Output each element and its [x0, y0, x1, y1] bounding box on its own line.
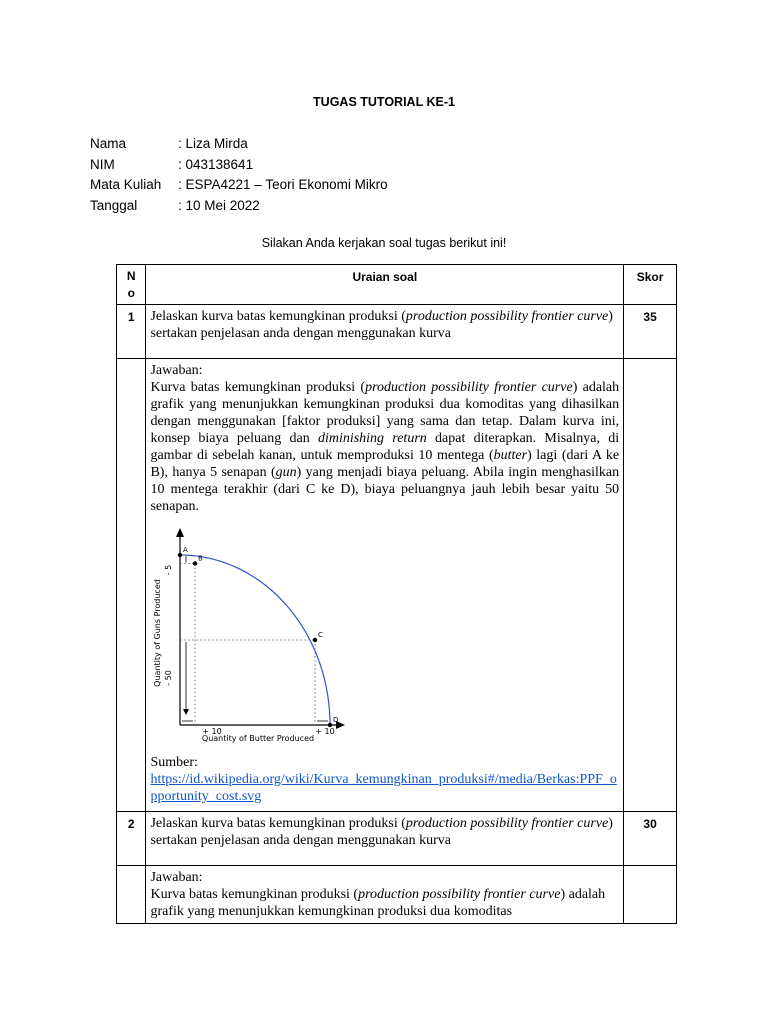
ppf-chart	[150, 525, 350, 745]
question-text-a: Jelaskan kurva batas kemungkinan produksi (	[150, 816, 406, 831]
answer-text: dapat diterapkan. Misalnya, di gambar di sebelah kanan, untuk memproduksi 10 mentega (	[150, 431, 620, 463]
identity-label: NIM	[90, 156, 115, 172]
identity-row-nama	[90, 134, 388, 155]
answer-number-cell	[117, 359, 146, 812]
identity-value: : ESPA4221 – Teori Ekonomi Mikro	[178, 177, 388, 192]
point-label-b: B	[198, 554, 204, 563]
header-no	[117, 265, 146, 305]
identity-block	[90, 134, 388, 216]
identity-value: : Liza Mirda	[178, 136, 248, 151]
question-text-a: Jelaskan kurva batas kemungkinan produksi (	[150, 309, 406, 324]
point-label-d: D	[333, 716, 339, 724]
header-no-line2: o	[127, 286, 135, 300]
source-link[interactable]: https://id.wikipedia.org/wiki/Kurva_kemungkinan_produksi#/media/Berkas:PPF_opportunity_cost.svg	[150, 772, 617, 804]
identity-row-nim	[90, 155, 388, 176]
answer-text: ) adalah grafik yang menunjukkan kemungkinan produksi dua komoditas yang dihasilkan dengan menggunakan [faktor produksi] yang sama dan tetap. Dalam kurva ini, konsep biaya peluang dan	[150, 380, 620, 446]
answer-italic: diminishing return	[317, 431, 427, 446]
question-row-1	[117, 305, 677, 359]
header-no-line1: N	[126, 269, 136, 283]
point-b	[193, 561, 197, 565]
chart-layer	[178, 546, 339, 727]
table-header-row	[117, 265, 677, 305]
answer-score-cell	[624, 359, 677, 812]
point-c	[313, 638, 317, 642]
header-skor: Skor	[624, 265, 677, 305]
answer-score-cell	[624, 866, 677, 924]
answer-text: ) lagi (dari A ke B), hanya 5 senapan (	[150, 448, 620, 480]
y-annotation-top: - 5	[164, 564, 174, 576]
question-score: 30	[624, 812, 677, 866]
answer-text: ) adalah grafik yang menunjukkan kemungkinan produksi dua komoditas	[150, 887, 606, 919]
answer-row-1	[117, 359, 677, 812]
source-label: Sumber:	[150, 755, 198, 770]
answer-italic: butter	[493, 448, 528, 463]
y-axis-arrow-icon	[176, 528, 184, 537]
ppf-figure	[150, 525, 619, 750]
guns-change-arrow-icon	[183, 709, 189, 715]
identity-value: : 10 Mei 2022	[178, 197, 260, 213]
question-row-2	[117, 812, 677, 866]
document-title: TUGAS TUTORIAL KE-1	[313, 95, 455, 109]
answer-cell	[146, 866, 624, 924]
question-text-italic: production possibility frontier curve	[405, 309, 609, 324]
identity-label: Tanggal	[90, 197, 138, 213]
question-text	[146, 812, 624, 866]
x-annotation-right: + 10	[315, 727, 336, 736]
instruction-text: Silakan Anda kerjakan soal tugas berikut ini!	[261, 236, 507, 250]
answer-number-cell	[117, 866, 146, 924]
point-label-a: A	[183, 546, 189, 554]
answer-row-2	[117, 866, 677, 924]
identity-value: : 043138641	[178, 156, 254, 172]
question-text-b: ) sertakan penjelasan anda dengan menggunakan kurva	[150, 309, 613, 341]
x-annotation-left: + 10	[202, 727, 223, 736]
question-number: 2	[117, 812, 146, 866]
answer-label: Jawaban:	[150, 870, 203, 885]
identity-label: Nama	[90, 136, 127, 151]
identity-row-mata-kuliah	[90, 175, 388, 196]
y-axis-label: Quantity of Guns Produced	[153, 579, 163, 687]
answer-cell	[146, 359, 624, 812]
answer-text: Kurva batas kemungkinan produksi (	[150, 380, 366, 395]
identity-row-tanggal	[90, 196, 388, 217]
answer-italic: gun	[275, 465, 297, 480]
answer-paragraph	[150, 379, 619, 515]
header-uraian: Uraian soal	[146, 265, 624, 305]
identity-label: Mata Kuliah	[90, 177, 162, 192]
point-a	[178, 553, 182, 557]
answer-italic: production possibility frontier curve	[358, 887, 561, 902]
question-text-b: ) sertakan penjelasan anda dengan menggunakan kurva	[150, 816, 613, 848]
question-text-italic: production possibility frontier curve	[405, 816, 609, 831]
y-annotation-bottom: - 50	[164, 670, 174, 686]
point-label-c: C	[318, 631, 324, 639]
answer-italic: production possibility frontier curve	[365, 380, 573, 395]
ppf-curve	[180, 555, 330, 725]
question-score: 35	[624, 305, 677, 359]
answer-label: Jawaban:	[150, 363, 203, 378]
answer-paragraph	[150, 886, 619, 920]
x-axis-label: Quantity of Butter Produced	[202, 734, 315, 743]
question-number: 1	[117, 305, 146, 359]
question-text	[146, 305, 624, 359]
answer-text: Kurva batas kemungkinan produksi (	[150, 887, 359, 902]
answer-text: ) yang menjadi biaya peluang. Abila ingin menghasilkan 10 mentega terakhir (dari C ke D), biaya peluangnya jauh lebih besar yaitu 50 senapan.	[150, 465, 620, 514]
question-table	[116, 264, 677, 924]
